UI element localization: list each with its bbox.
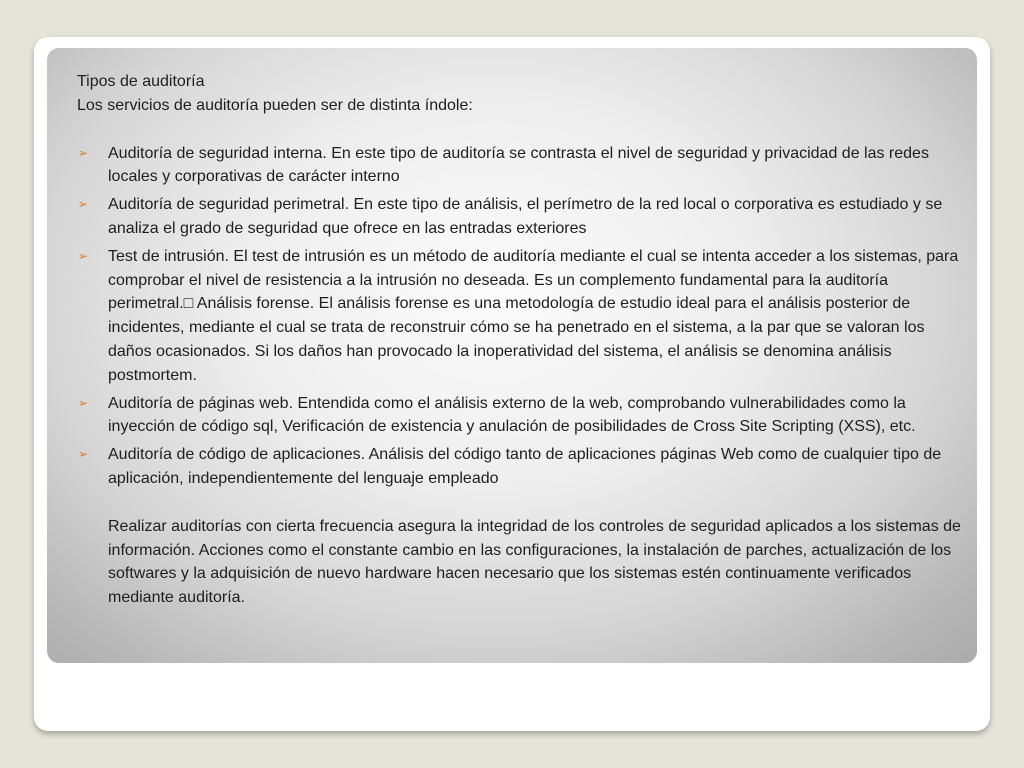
arrow-bullet-icon: ➢	[78, 248, 89, 263]
bullet-item	[77, 392, 972, 440]
bullet-text: Auditoría de páginas web. Entendida como el análisis externo de la web, comprobando vulnerabilidades como la inyección de código sql, Verificación de existencia y anulación de posibilidades de Cross Site Scripting (XSS), etc.	[108, 394, 916, 436]
bullet-item	[77, 193, 972, 241]
bullet-item	[77, 443, 972, 491]
content-panel	[47, 48, 977, 663]
spacer	[77, 118, 972, 142]
slide-body	[77, 70, 972, 610]
arrow-bullet-icon: ➢	[78, 395, 89, 410]
arrow-bullet-icon: ➢	[78, 447, 89, 462]
slide-title: Tipos de auditoría	[77, 73, 205, 90]
arrow-bullet-icon: ➢	[78, 145, 89, 160]
bullet-text: Test de intrusión. El test de intrusión es un método de auditoría mediante el cual se intenta acceder a los sistemas, para comprobar el nivel de resistencia a la intrusión no deseada. Es un complemento fundamental para la auditoría perimetral.□ Análisis forense. El análisis forense es una metodología de estudio ideal para el análisis posterior de incidentes, mediante el cual se trata de reconstruir cómo se ha penetrado en el sistema, a la par que se valoran los daños ocasionados. Si los daños han provocado la inoperatividad del sistema, el análisis se denomina análisis postmortem.	[108, 247, 959, 384]
bullet-item	[77, 142, 972, 190]
closing-paragraph: Realizar auditorías con cierta frecuencia asegura la integridad de los controles de seguridad aplicados a los sistemas de información. Acciones como el constante cambio en las configuraciones, la instalación de parches, actualización de los softwares y la adquisición de nuevo hardware hacen necesario que los sistemas estén continuamente verificados mediante auditoría.	[108, 517, 961, 607]
slide-intro: Los servicios de auditoría pueden ser de distinta índole:	[77, 96, 473, 114]
bullet-list	[77, 142, 972, 491]
bullet-text: Auditoría de código de aplicaciones. Análisis del código tanto de aplicaciones páginas Web como de cualquier tipo de aplicación, independientemente del lenguaje empleado	[108, 446, 942, 487]
bullet-item	[77, 245, 972, 388]
bullet-text: Auditoría de seguridad interna. En este tipo de auditoría se contrasta el nivel de seguridad y privacidad de las redes locales y corporativas de carácter interno	[108, 144, 929, 186]
arrow-bullet-icon: ➢	[78, 197, 89, 212]
bullet-text: Auditoría de seguridad perimetral. En este tipo de análisis, el perímetro de la red local o corporativa es estudiado y se analiza el grado de seguridad que ofrece en las entradas exteriores	[108, 196, 943, 237]
